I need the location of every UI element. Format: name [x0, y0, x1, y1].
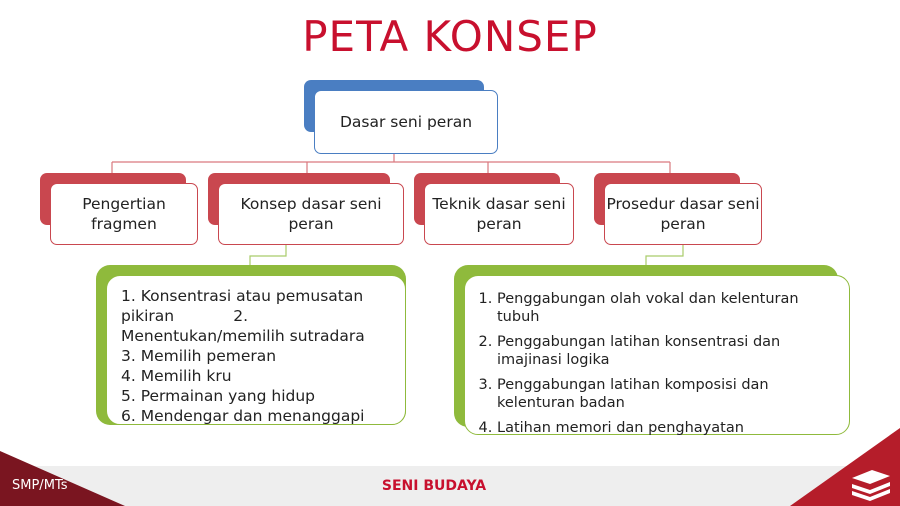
- footer-subject: SENI BUDAYA: [381, 478, 487, 494]
- list-line: 5. Permainan yang hidup: [121, 387, 316, 405]
- list-line: 4. Memilih kru: [121, 367, 232, 385]
- list-line: 1. Konsentrasi atau pemusatan: [121, 287, 364, 305]
- child-node-label: Konsep dasar seni peran: [218, 183, 404, 245]
- list-line: 3. Memilih pemeran: [121, 347, 277, 365]
- root-node-label: Dasar seni peran: [314, 90, 498, 154]
- child-node-label: Prosedur dasar seni peran: [604, 183, 762, 245]
- page-title: PETA KONSEP: [302, 12, 598, 61]
- list-line: 6. Mendengar dan menanggapi: [121, 407, 365, 425]
- list-line: Menentukan/memilih sutradara: [121, 327, 365, 345]
- child-node-label: Teknik dasar seni peran: [424, 183, 574, 245]
- list-item: 1. Penggabungan olah vokal dan kelenturan tubuh: [497, 290, 841, 326]
- footer-school-level: SMP/MTs: [12, 478, 68, 493]
- list-item: 3. Penggabungan latihan komposisi dan kelenturan badan: [497, 376, 841, 412]
- child-node-label: Pengertian fragmen: [50, 183, 198, 245]
- list-item: 2. Penggabungan latihan konsentrasi dan imajinasi logika: [497, 333, 841, 369]
- list-item: 4. Latihan memori dan penghayatan: [497, 419, 841, 437]
- list-line: pikiran 2.: [121, 307, 249, 325]
